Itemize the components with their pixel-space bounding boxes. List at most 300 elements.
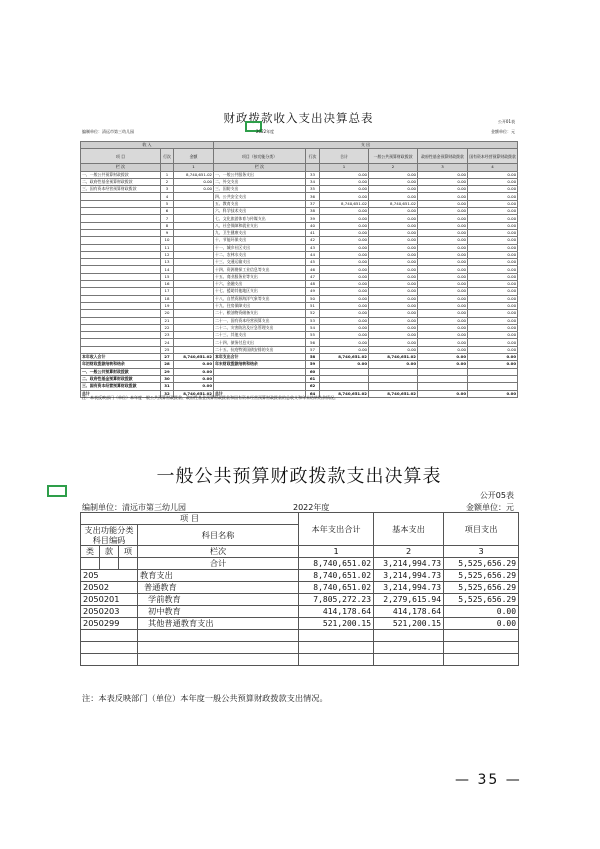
- top-table-row-cell: [174, 259, 214, 266]
- col-total: 合计: [320, 149, 369, 164]
- top-table-row-cell: 0.00: [468, 295, 518, 302]
- top-table-total-row-cell: [320, 368, 369, 375]
- top-table-total-row-cell: [214, 383, 306, 390]
- top-table-row-cell: 0.00: [468, 200, 518, 207]
- top-table-row: [81, 339, 518, 346]
- top-table-row-cell: 39: [306, 215, 320, 222]
- col-item: 项 目: [81, 149, 161, 164]
- empty-row: [81, 654, 519, 666]
- top-table-row-cell: 0.00: [418, 251, 468, 258]
- top-table-row-cell: [81, 281, 161, 288]
- top-table-total-row-cell: 0.00: [174, 383, 214, 390]
- col-amount: 金额: [174, 149, 214, 164]
- top-table-row-cell: 0.00: [369, 244, 418, 251]
- top-table-row-cell: 十七、援助其他地区支出: [214, 288, 306, 295]
- top-table-row-cell: 十一、城乡社区支出: [214, 244, 306, 251]
- top-table-row-cell: 0.00: [369, 332, 418, 339]
- row-project: 5,525,656.29: [444, 582, 519, 594]
- top-table-row-cell: 0.00: [320, 171, 369, 178]
- top-table-total-row-cell: [369, 368, 418, 375]
- row-code: 2050203: [81, 606, 138, 618]
- row-name: 初中教育: [138, 606, 299, 618]
- top-table-row-cell: 0.00: [418, 193, 468, 200]
- col-capital: 国有资本经营预算财政拨款: [468, 149, 518, 164]
- top-table-total-row-cell: 8,740,651.02: [369, 390, 418, 397]
- top-table-row-cell: [81, 244, 161, 251]
- top-table-total-row-cell: 32: [161, 390, 174, 397]
- top-table-total-row-cell: [214, 368, 306, 375]
- top-table-total-row: [81, 383, 518, 390]
- row-code: 205: [81, 570, 138, 582]
- top-unit: 编制单位：清远市第三幼儿园: [82, 129, 134, 134]
- top-table-row-cell: 一、一般公共服务支出: [214, 171, 306, 178]
- colnum-cell: 4: [468, 164, 518, 171]
- row-total: 414,178.64: [299, 606, 374, 618]
- top-table-row-cell: 42: [306, 237, 320, 244]
- top-table-row: [81, 259, 518, 266]
- top-table-row-cell: 0.00: [320, 244, 369, 251]
- row-basic: 3,214,994.73: [374, 570, 444, 582]
- top-table-row-cell: 0.00: [468, 222, 518, 229]
- top-table-row-cell: 0.00: [418, 266, 468, 273]
- top-table-row-cell: 19: [161, 302, 174, 309]
- bottom-table-title: 一般公共预算财政拨款支出决算表: [156, 466, 442, 487]
- top-table-row: [81, 288, 518, 295]
- top-table-row-cell: 0.00: [468, 178, 518, 185]
- top-table-row: [81, 302, 518, 309]
- top-table-row-cell: 0.00: [468, 346, 518, 353]
- top-table-row-cell: 0.00: [418, 237, 468, 244]
- top-table-row-cell: 0.00: [418, 229, 468, 236]
- top-table-row-cell: 7: [161, 215, 174, 222]
- top-table-total-row-cell: [214, 375, 306, 382]
- bottom-currency: 金额单位：元: [466, 503, 514, 512]
- top-table-row-cell: 0.00: [468, 288, 518, 295]
- top-table-row-cell: 0.00: [320, 251, 369, 258]
- row-code: 2050299: [81, 618, 138, 630]
- top-table-row-cell: [81, 346, 161, 353]
- row-total: 8,740,651.02: [299, 570, 374, 582]
- top-table-total-row-cell: 64: [306, 390, 320, 397]
- top-table-row-cell: 0.00: [418, 310, 468, 317]
- top-table-row-cell: 8,740,651.02: [174, 171, 214, 178]
- top-table-row-cell: 0.00: [320, 178, 369, 185]
- row-basic: 521,200.15: [374, 618, 444, 630]
- row-total: 521,200.15: [299, 618, 374, 630]
- top-table-row-cell: [174, 281, 214, 288]
- empty-row: [81, 630, 519, 642]
- label-kuan: 款: [100, 546, 119, 558]
- top-table-row-cell: 46: [306, 266, 320, 273]
- top-table-total-row-cell: 58: [306, 354, 320, 361]
- top-table-row-cell: 五、教育支出: [214, 200, 306, 207]
- top-table-row-cell: 二十四、债务付息支出: [214, 339, 306, 346]
- row-basic: 2,279,615.94: [374, 594, 444, 606]
- top-table-row: [81, 324, 518, 331]
- top-table-row-cell: 十、节能环保支出: [214, 237, 306, 244]
- top-table-row-cell: 0.00: [418, 244, 468, 251]
- top-table-total-row-cell: 0.00: [468, 361, 518, 368]
- top-table-row-cell: 0.00: [320, 295, 369, 302]
- row-name: 其他普通教育支出: [138, 618, 299, 630]
- top-table-total-row-cell: 0.00: [174, 368, 214, 375]
- top-table-total-row: [81, 368, 518, 375]
- top-table-row-cell: 0.00: [418, 281, 468, 288]
- top-table-row-cell: 0.00: [468, 302, 518, 309]
- top-table-row-cell: 25: [161, 346, 174, 353]
- label-xiang: 项: [119, 546, 138, 558]
- top-table-total-row-cell: 31: [161, 383, 174, 390]
- top-table-row-cell: 48: [306, 281, 320, 288]
- top-table-row-cell: 54: [306, 324, 320, 331]
- top-table-row: [81, 317, 518, 324]
- top-table-total-row-cell: 总计: [81, 390, 161, 397]
- top-table-total-row-cell: [418, 383, 468, 390]
- fiscal-income-expense-summary-table: [80, 106, 517, 403]
- top-table-total-row-cell: 61: [306, 375, 320, 382]
- top-table-row-cell: 二十二、灾害防治及应急管理支出: [214, 324, 306, 331]
- top-table-total-row-cell: 总计: [214, 390, 306, 397]
- colnum-1: 1: [299, 546, 374, 558]
- empty-cell: [444, 654, 519, 666]
- top-table-row-cell: 0.00: [418, 295, 468, 302]
- top-table-row-cell: 51: [306, 302, 320, 309]
- top-table-row-cell: [81, 251, 161, 258]
- top-table-row-cell: 53: [306, 317, 320, 324]
- table-row: [81, 594, 519, 606]
- empty-cell: [81, 630, 138, 642]
- top-table-row-cell: 0.00: [418, 178, 468, 185]
- top-table-row-cell: 33: [306, 171, 320, 178]
- col-exp-item: 项目（按功能分类）: [214, 149, 306, 164]
- top-table-row-cell: 44: [306, 251, 320, 258]
- top-table-row-cell: 16: [161, 281, 174, 288]
- row-code: 20502: [81, 582, 138, 594]
- top-table-total-row-cell: 30: [161, 375, 174, 382]
- top-table-row-cell: 0.00: [418, 222, 468, 229]
- top-table-total-row-cell: 一、一般公共预算财政拨款: [81, 368, 161, 375]
- top-table-row-cell: [81, 339, 161, 346]
- empty-cell: [138, 630, 299, 642]
- bottom-table-grid: [80, 512, 519, 666]
- top-table-row: [81, 251, 518, 258]
- top-table-total-row-cell: 8,740,651.02: [369, 354, 418, 361]
- top-table-row-cell: 一、一般公共预算财政拨款: [81, 171, 161, 178]
- top-table-row-cell: 0.00: [468, 273, 518, 280]
- top-table-row-cell: 0.00: [418, 346, 468, 353]
- top-table-row-cell: 0.00: [418, 288, 468, 295]
- empty-row: [81, 642, 519, 654]
- top-table-row-cell: 18: [161, 295, 174, 302]
- top-table-row-cell: 52: [306, 310, 320, 317]
- top-table-row-cell: [81, 266, 161, 273]
- top-table-row-cell: 12: [161, 251, 174, 258]
- top-table-total-row-cell: 8,740,651.02: [174, 390, 214, 397]
- top-table-row-cell: 0.00: [369, 259, 418, 266]
- top-table-row-cell: 36: [306, 193, 320, 200]
- top-table-total-row: [81, 375, 518, 382]
- top-year: 2022年度: [256, 129, 275, 134]
- top-table-row: [81, 281, 518, 288]
- row-basic: 414,178.64: [374, 606, 444, 618]
- row-name: 学前教育: [138, 594, 299, 606]
- top-table-row-cell: 0.00: [320, 310, 369, 317]
- colnum-cell: 栏 次: [214, 164, 306, 171]
- top-table-total-row-cell: 二、政府性基金预算财政拨款: [81, 375, 161, 382]
- top-table-row-cell: 45: [306, 259, 320, 266]
- top-table-row-cell: 0.00: [320, 266, 369, 273]
- colnum-3: 3: [444, 546, 519, 558]
- top-table-row-cell: 0.00: [468, 317, 518, 324]
- top-table-total-row-cell: 27: [161, 354, 174, 361]
- top-table-row-cell: 0.00: [369, 295, 418, 302]
- top-table-row-cell: [81, 295, 161, 302]
- top-table-row-cell: 0.00: [418, 186, 468, 193]
- sum-total: 8,740,651.02: [299, 558, 374, 570]
- top-table-row-cell: [174, 222, 214, 229]
- bottom-unit: 编制单位：清远市第三幼儿园: [82, 503, 186, 512]
- top-table-row-cell: 8,740,651.02: [320, 200, 369, 207]
- top-table-row: [81, 229, 518, 236]
- top-table-row-cell: 十六、金融支出: [214, 281, 306, 288]
- empty-cell: [374, 654, 444, 666]
- top-table-row-cell: 0.00: [369, 266, 418, 273]
- top-table-row-cell: 三、国防支出: [214, 186, 306, 193]
- top-table-row-cell: [174, 317, 214, 324]
- empty-cell: [444, 642, 519, 654]
- top-table-row-cell: 0.00: [320, 324, 369, 331]
- empty-cell: [138, 642, 299, 654]
- top-table-row-cell: [174, 288, 214, 295]
- top-table-row-cell: [174, 332, 214, 339]
- top-table-total-row-cell: [320, 383, 369, 390]
- top-table-row-cell: 24: [161, 339, 174, 346]
- top-table-row-cell: [174, 200, 214, 207]
- top-table-row: [81, 208, 518, 215]
- top-table-row: [81, 186, 518, 193]
- top-table-total-row-cell: [369, 375, 418, 382]
- sum-basic: 3,214,994.73: [374, 558, 444, 570]
- table-row: [81, 570, 519, 582]
- sum-project: 5,525,656.29: [444, 558, 519, 570]
- top-table-row-cell: 0.00: [369, 346, 418, 353]
- header-project-exp: 项目支出: [444, 513, 519, 546]
- top-table-total-row-cell: [418, 375, 468, 382]
- bottom-form-no: 公开05表: [479, 491, 514, 500]
- row-total: 8,740,651.02: [299, 582, 374, 594]
- row-project: 5,525,656.29: [444, 594, 519, 606]
- top-table-row-cell: 0.00: [468, 244, 518, 251]
- empty-cell: [444, 630, 519, 642]
- page-number: — 35 —: [455, 772, 522, 788]
- top-table-total-row-cell: 0.00: [174, 375, 214, 382]
- top-table-row-cell: 0.00: [468, 259, 518, 266]
- top-table-row-cell: [174, 215, 214, 222]
- top-table-row-cell: [174, 237, 214, 244]
- top-table-row-cell: 55: [306, 332, 320, 339]
- top-table-row: [81, 178, 518, 185]
- top-table-row-cell: 0.00: [468, 324, 518, 331]
- top-table-row-cell: 十八、自然资源海洋气象等支出: [214, 295, 306, 302]
- top-table-total-row-cell: 年初财政拨款结转和结余: [81, 361, 161, 368]
- top-table-row-cell: 0.00: [369, 171, 418, 178]
- top-table-row: [81, 295, 518, 302]
- top-table-row-cell: 0.00: [320, 346, 369, 353]
- colnum-cell: 1: [174, 164, 214, 171]
- top-table-row-cell: 0.00: [418, 208, 468, 215]
- empty-cell: [299, 630, 374, 642]
- empty-cell: [81, 642, 138, 654]
- top-table-row-cell: [81, 273, 161, 280]
- top-table-row-cell: 0.00: [418, 259, 468, 266]
- top-table-total-row-cell: 60: [306, 368, 320, 375]
- top-table-row-cell: 3: [161, 186, 174, 193]
- colnum-cell: 栏 次: [81, 164, 161, 171]
- top-table-row-cell: [174, 193, 214, 200]
- top-table-total-row-cell: 62: [306, 383, 320, 390]
- top-table-row-cell: 0.00: [468, 237, 518, 244]
- top-table-row-cell: 0.00: [320, 332, 369, 339]
- top-table-row-cell: 二十五、抗疫特别国债安排的支出: [214, 346, 306, 353]
- top-table-row: [81, 332, 518, 339]
- row-name: 教育支出: [138, 570, 299, 582]
- colnum-cell: 2: [369, 164, 418, 171]
- top-table-total-row-cell: [320, 375, 369, 382]
- top-table-row-cell: 23: [161, 332, 174, 339]
- top-table-total-row-cell: 59: [306, 361, 320, 368]
- top-table-row-cell: [174, 302, 214, 309]
- top-table-row-cell: 43: [306, 244, 320, 251]
- top-table-row-cell: 49: [306, 288, 320, 295]
- top-table-total-row-cell: 0.00: [468, 354, 518, 361]
- top-table-total-row-cell: 0.00: [320, 361, 369, 368]
- row-project: 0.00: [444, 606, 519, 618]
- top-table-total-row-cell: 8,740,651.02: [320, 390, 369, 397]
- row-project: 5,525,656.29: [444, 570, 519, 582]
- top-table-row-cell: [81, 288, 161, 295]
- header-basic: 基本支出: [374, 513, 444, 546]
- top-table-row-cell: 40: [306, 222, 320, 229]
- top-table-row-cell: 37: [306, 200, 320, 207]
- top-table-total-row: [81, 361, 518, 368]
- top-table-row-cell: [174, 346, 214, 353]
- top-table-total-row-cell: [468, 368, 518, 375]
- top-table-row-cell: [81, 229, 161, 236]
- top-table-row-cell: 九、卫生健康支出: [214, 229, 306, 236]
- top-table-row-cell: 十五、商业服务业等支出: [214, 273, 306, 280]
- top-form-no: 公开01表: [497, 119, 515, 124]
- top-table-row-cell: 0.00: [369, 273, 418, 280]
- table-row: [81, 582, 519, 594]
- top-table-row: [81, 215, 518, 222]
- top-table-row: [81, 200, 518, 207]
- col-line: 行次: [161, 149, 174, 164]
- top-table-row: [81, 266, 518, 273]
- top-table-row-cell: 0.00: [369, 339, 418, 346]
- top-table-row-cell: 0.00: [369, 178, 418, 185]
- top-table-row-cell: [174, 273, 214, 280]
- empty-cell: [299, 642, 374, 654]
- col-exp-line: 行次: [306, 149, 320, 164]
- top-table-row-cell: 0.00: [320, 186, 369, 193]
- top-table-row-cell: 0.00: [468, 186, 518, 193]
- colnum-row: [81, 164, 518, 171]
- top-table-row-cell: 0.00: [369, 237, 418, 244]
- general-budget-expense-table: [80, 462, 518, 703]
- top-table-row-cell: 0.00: [320, 339, 369, 346]
- top-table-row: [81, 171, 518, 178]
- top-table-row-cell: 六、科学技术支出: [214, 208, 306, 215]
- header-code: 支出功能分类科目编码: [81, 525, 138, 546]
- top-table-total-row-cell: 三、国有资本经营预算财政拨款: [81, 383, 161, 390]
- top-table-row-cell: [81, 208, 161, 215]
- top-table-row-cell: 0.00: [468, 171, 518, 178]
- top-table-row-cell: 0.00: [369, 208, 418, 215]
- top-table-row-cell: 0.00: [369, 215, 418, 222]
- header-name: 科目名称: [138, 525, 299, 546]
- top-table-row-cell: 22: [161, 324, 174, 331]
- top-table-row-cell: [174, 339, 214, 346]
- top-table-row-cell: 11: [161, 244, 174, 251]
- colnum-cell: 1: [320, 164, 369, 171]
- row-name: 普通教育: [138, 582, 299, 594]
- row-code: 2050201: [81, 594, 138, 606]
- top-table-row-cell: [81, 215, 161, 222]
- top-table-row-cell: 2: [161, 178, 174, 185]
- top-table-row-cell: 0.00: [468, 266, 518, 273]
- top-table-row: [81, 310, 518, 317]
- bottom-table-note: 注：本表反映部门（单位）本年度一般公共预算财政拨款支出情况。: [82, 693, 328, 703]
- top-table-row-cell: [81, 237, 161, 244]
- colnum-cell: 3: [418, 164, 468, 171]
- top-table-row-cell: 0.00: [320, 229, 369, 236]
- top-table-row-cell: 0.00: [369, 288, 418, 295]
- col-fund: 政府性基金预算财政拨款: [418, 149, 468, 164]
- top-table-row-cell: 0.00: [369, 281, 418, 288]
- top-table-row-cell: 二十三、其他支出: [214, 332, 306, 339]
- top-table-row-cell: 6: [161, 208, 174, 215]
- top-table-row-cell: 0.00: [418, 171, 468, 178]
- top-table-row-cell: 十二、农林水支出: [214, 251, 306, 258]
- top-table-row-cell: 8,740,651.02: [369, 200, 418, 207]
- top-table-row-cell: 0.00: [468, 281, 518, 288]
- top-table-row-cell: 0.00: [418, 317, 468, 324]
- empty-cell: [138, 654, 299, 666]
- top-table-row-cell: 21: [161, 317, 174, 324]
- top-table-row-cell: 0.00: [320, 302, 369, 309]
- top-table-row: [81, 273, 518, 280]
- top-table-row-cell: 0.00: [320, 208, 369, 215]
- top-table-row: [81, 237, 518, 244]
- top-table-row-cell: 0.00: [468, 193, 518, 200]
- top-table-row-cell: 14: [161, 266, 174, 273]
- top-table-row-cell: 34: [306, 178, 320, 185]
- top-table-row: [81, 346, 518, 353]
- top-table-row-cell: 二十、粮油物资储备支出: [214, 310, 306, 317]
- top-table-row-cell: 四、公共安全支出: [214, 193, 306, 200]
- top-table-row-cell: [81, 259, 161, 266]
- top-table-row-cell: 十四、资源勘探工业信息等支出: [214, 266, 306, 273]
- top-table-row-cell: 二十一、国有资本经营预算支出: [214, 317, 306, 324]
- top-table-row-cell: 0.00: [369, 222, 418, 229]
- top-table-row-cell: 50: [306, 295, 320, 302]
- top-table-row-cell: 0.00: [320, 281, 369, 288]
- top-table-row-cell: 56: [306, 339, 320, 346]
- top-table-row-cell: [174, 208, 214, 215]
- top-table-row-cell: [174, 244, 214, 251]
- top-table-total-row: [81, 354, 518, 361]
- top-table-total-row-cell: 0.00: [174, 361, 214, 368]
